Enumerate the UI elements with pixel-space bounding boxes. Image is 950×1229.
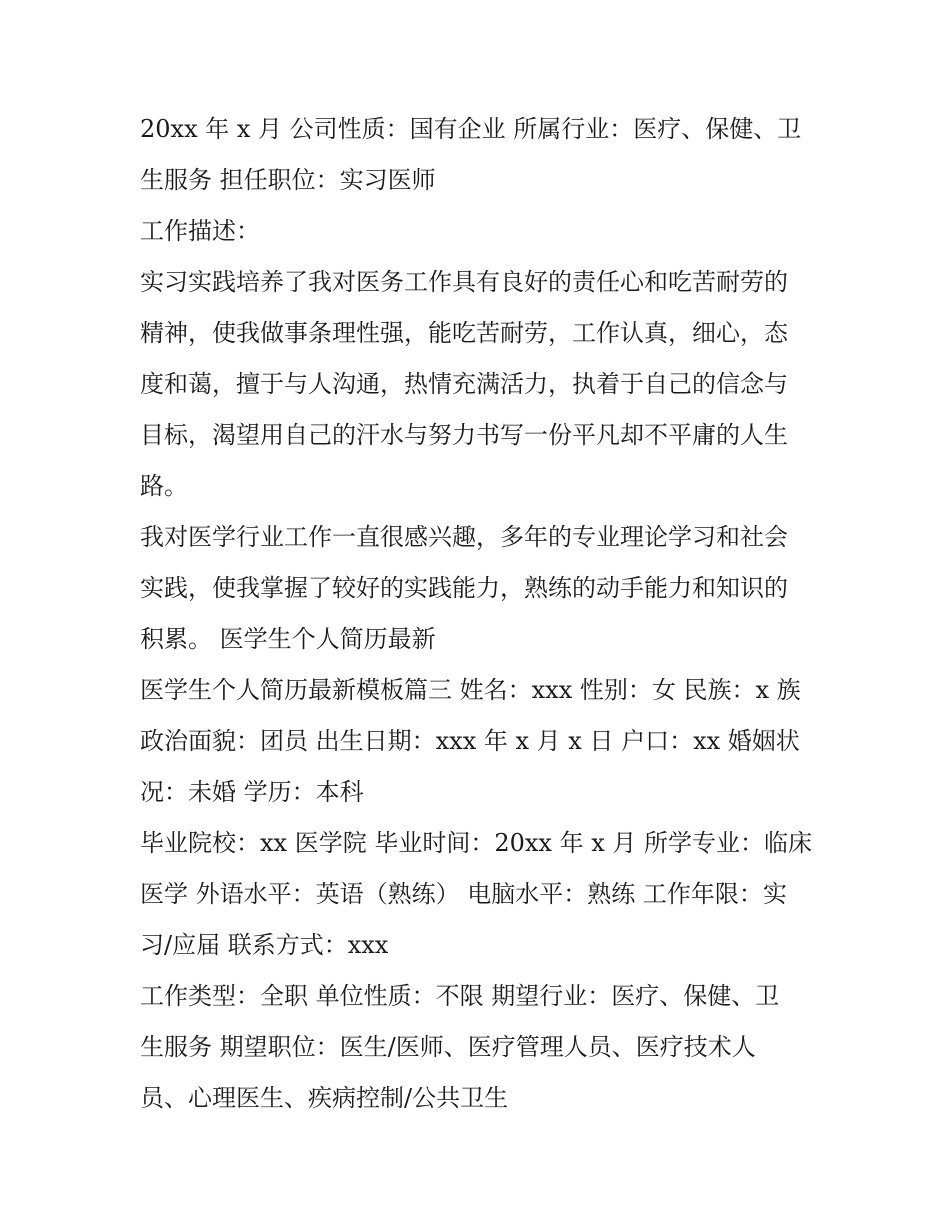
- text-line: 生服务 担任职位：实习医师: [140, 166, 436, 194]
- text-line: 我对医学行业工作一直很感兴趣，多年的专业理论学习和社会: [140, 523, 788, 551]
- text-line: 政治面貌：团员 出生日期：xxx 年 x 月 x 日 户口：xx 婚姻状: [140, 727, 800, 755]
- text-line: 况：未婚 学历：本科: [140, 778, 364, 806]
- text-line: 生服务 期望职位：医生/医师、医疗管理人员、医疗技术人: [140, 1033, 756, 1061]
- text-line: 医学 外语水平：英语（熟练） 电脑水平：熟练 工作年限：实: [140, 880, 787, 908]
- text-line: 医学生个人简历最新模板篇三 姓名：xxx 性别：女 民族：x 族: [140, 676, 801, 704]
- document-body: [140, 104, 820, 1124]
- text-line: 毕业院校：xx 医学院 毕业时间：20xx 年 x 月 所学专业：临床: [140, 829, 812, 857]
- text-line: 工作描述：: [140, 217, 260, 245]
- text-line: 实习实践培养了我对医务工作具有良好的责任心和吃苦耐劳的: [140, 268, 788, 296]
- text-line: 度和蔼，擅于与人沟通，热情充满活力，执着于自己的信念与: [140, 370, 788, 398]
- text-line: 目标，渴望用自己的汗水与努力书写一份平凡却不平庸的人生: [140, 421, 788, 449]
- text-line: 员、心理医生、疾病控制/公共卫生: [140, 1084, 509, 1112]
- text-line: 20xx 年 x 月 公司性质：国有企业 所属行业：医疗、保健、卫: [140, 115, 802, 143]
- text-line: 路。: [140, 472, 188, 500]
- text-line: 精神，使我做事条理性强，能吃苦耐劳，工作认真，细心，态: [140, 319, 788, 347]
- text-line: 积累。 医学生个人简历最新: [140, 625, 436, 653]
- text-line: 工作类型：全职 单位性质：不限 期望行业：医疗、保健、卫: [140, 982, 780, 1010]
- text-line: 习/应届 联系方式：xxx: [140, 931, 389, 959]
- text-line: 实践，使我掌握了较好的实践能力，熟练的动手能力和知识的: [140, 574, 788, 602]
